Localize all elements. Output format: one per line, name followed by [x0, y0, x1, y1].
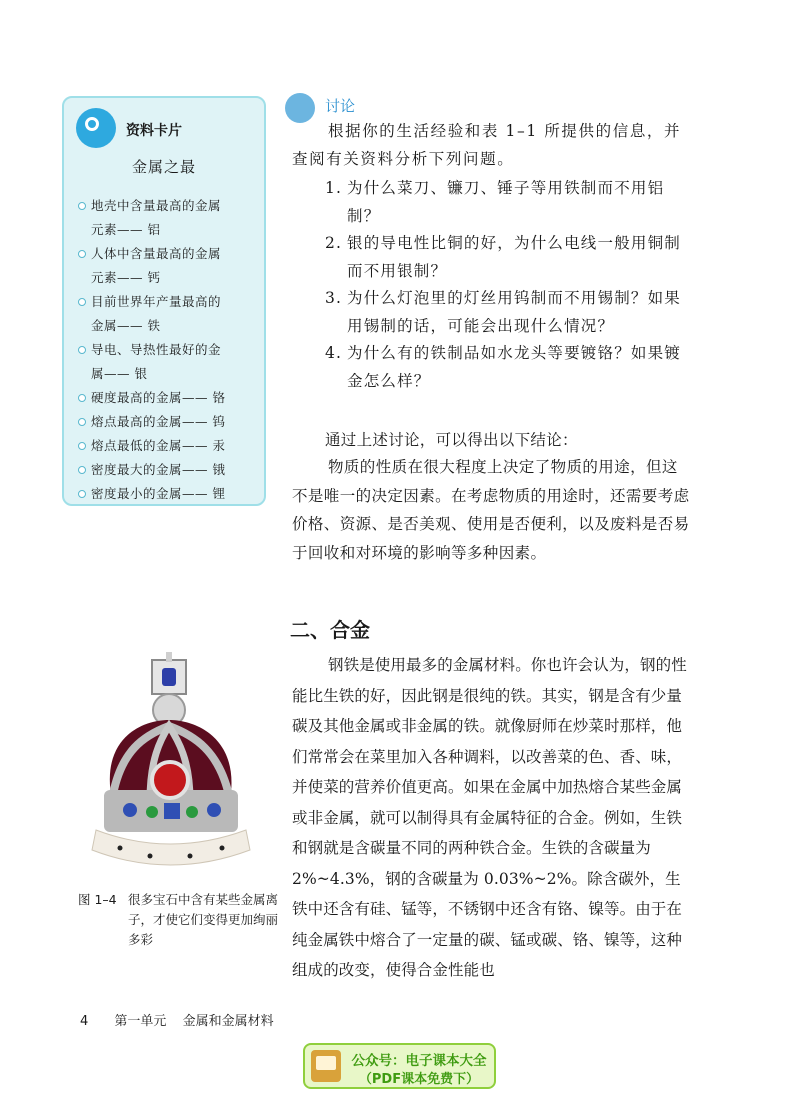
- bullet-icon: [78, 490, 86, 498]
- watermark-line-2: （PDF课本免费下）: [358, 1072, 480, 1087]
- section-heading: 二、合金: [290, 618, 370, 642]
- info-card-tag: 资料卡片: [126, 123, 182, 139]
- list-item: 熔点最低的金属—— 汞: [78, 434, 264, 458]
- bullet-icon: [78, 346, 86, 354]
- list-item: 硬度最高的金属—— 铬: [78, 386, 264, 410]
- question-item: 1. 为什么菜刀、镰刀、锤子等用铁制而不用铝制？: [325, 179, 665, 225]
- conclusion-lead: 通过上述讨论，可以得出以下结论：: [325, 431, 578, 449]
- bullet-icon: [78, 394, 86, 402]
- figure-caption-text: 很多宝石中含有某些金属离子，才使它们变得更加绚丽多彩: [128, 892, 279, 947]
- section-body: 钢铁是使用最多的金属材料。你也许会认为，钢的性能比生铁的好，因此钢是很纯的铁。其实，钢是含有少量碳及其他金属或非金属的铁。就像厨师在炒菜时那样，他们常常会在菜里加入各种调料，以改善菜的色、香、味，并使菜的营养价值更高。如果在金属中加热熔合某些金属或非金属，就可以制得具有金属特征的合金。例如，生铁和钢就是含碳量不同的两种铁合金。生铁的含碳量为 2%~4.3%，钢的含碳量为 0.03%~2%。除含碳外，生铁中还含有硅、锰等，不锈钢中还含有铬、镍等。由于在纯金属铁中熔合了一定量的碳、锰或碳、铬、镍等，这种组成的改变，使得合金性能也: [292, 656, 687, 979]
- page-footer: [80, 1010, 274, 1029]
- footer-unit-title: 金属和金属材料: [182, 1014, 274, 1029]
- bullet-icon: [78, 298, 86, 306]
- info-card-title: 金属之最: [131, 158, 196, 176]
- bullet-icon: [78, 250, 86, 258]
- list-item: 地壳中含量最高的金属 元素—— 铝: [78, 194, 264, 242]
- figure-number: 图 1–4: [78, 892, 117, 907]
- discussion-title: 讨论: [325, 97, 356, 115]
- list-item: 人体中含量最高的金属 元素—— 钙: [78, 242, 264, 290]
- watermark-line-1: 公众号：电子课本大全: [351, 1053, 487, 1069]
- list-item: 熔点最高的金属—— 钨: [78, 410, 264, 434]
- bullet-icon: [78, 442, 86, 450]
- discussion-questions: [325, 175, 695, 395]
- discussion-intro: 根据你的生活经验和表 1–1 所提供的信息，并查阅有关资料分析下列问题。: [292, 122, 682, 168]
- watermark-badge: [303, 1043, 496, 1089]
- question-item: 4. 为什么有的铁制品如水龙头等要镀铬？如果镀金怎么样？: [325, 344, 682, 390]
- list-item: 密度最大的金属—— 锇: [78, 458, 264, 482]
- list-item: 密度最小的金属—— 锂: [78, 482, 264, 506]
- info-card-icon: [76, 108, 116, 148]
- bullet-icon: [78, 418, 86, 426]
- question-item: 3. 为什么灯泡里的灯丝用钨制而不用锡制？如果用锡制的话，可能会出现什么情况？: [325, 289, 682, 335]
- page-number: 4: [80, 1014, 89, 1029]
- list-item: 导电、导热性最好的金 属—— 银: [78, 338, 264, 386]
- bullet-icon: [78, 466, 86, 474]
- question-item: 2. 银的导电性比铜的好，为什么电线一般用铜制而不用银制？: [325, 234, 682, 280]
- list-item: 目前世界年产量最高的 金属—— 铁: [78, 290, 264, 338]
- book-icon: [311, 1050, 341, 1082]
- figure-caption: [78, 890, 278, 950]
- crown-icon: [90, 650, 270, 880]
- info-card: [62, 96, 266, 506]
- crown-image: [90, 650, 270, 880]
- bullet-icon: [78, 202, 86, 210]
- info-card-list: [78, 194, 264, 506]
- footer-unit: 第一单元: [114, 1014, 167, 1029]
- conclusion-paragraph: 物质的性质在很大程度上决定了物质的用途，但这不是唯一的决定因素。在考虑物质的用途时，还需要考虑价格、资源、是否美观、使用是否便利，以及废料是否易于回收和对环境的影响等多种因素。: [292, 458, 690, 562]
